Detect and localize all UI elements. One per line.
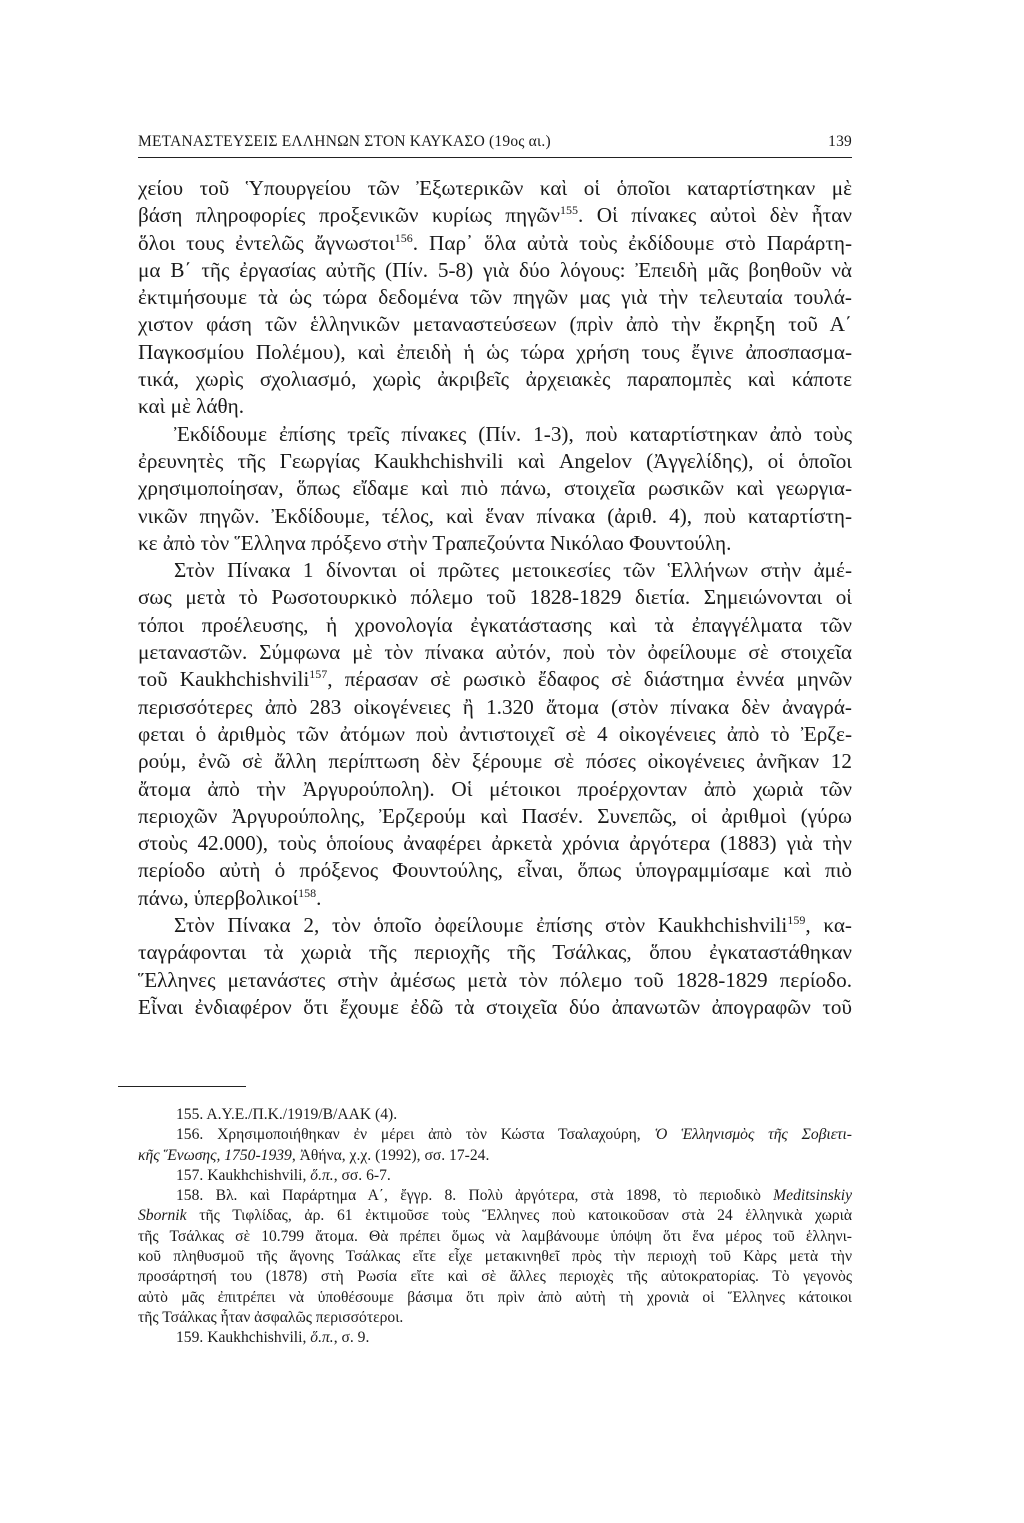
header-rule [138, 157, 852, 158]
text-line: ἄτομα ἀπὸ τὴν Ἀργυρούπολη). Οἱ μέτοικοι προέρχονταν ἀπὸ χωριὰ τῶν [138, 776, 852, 801]
text-line: μα Β΄ τῆς ἐργασίας αὐτῆς (Πίν. 5-8) γιὰ δύο λόγους: Ἐπειδὴ μᾶς βοηθοῦν νὰ [138, 257, 852, 282]
footnote-158-cont: τῆς Τσάλκας σὲ 10.799 ἄτομα. Θὰ πρέπει ὅμως νὰ λαμβάνουμε ὑπόψη ὅτι ἕνα μέρος τοῦ ἑλληνι- [138, 1227, 852, 1245]
text-line: χρησιμοποίησαν, ὅπως εἴδαμε καὶ πιὸ πάνω, στοιχεῖα ρωσικῶν καὶ γεωργια- [138, 476, 852, 501]
footnote-157: 157. Kaukhchishvili, ὅ.π., σσ. 6-7. [176, 1166, 391, 1184]
text-line: σως μετὰ τὸ Ρωσοτουρκικὸ πόλεμο τοῦ 1828-1829 διετία. Σημειώνονται οἱ [138, 585, 852, 610]
text-line: κε ἀπὸ τὸν Ἕλληνα πρόξενο στὴν Τραπεζούντα Νικόλαο Φουντούλη. [138, 530, 732, 555]
text-line: χιστον φάση τῶν ἑλληνικῶν μεταναστεύσεων (πρὶν ἀπὸ τὴν ἔκρηξη τοῦ Α΄ [138, 312, 852, 337]
text-line: Ἐκδίδουμε ἐπίσης τρεῖς πίνακες (Πίν. 1-3), ποὺ καταρτίστηκαν ἀπὸ τοὺς [174, 421, 852, 446]
text-line: νικῶν πηγῶν. Ἐκδίδουμε, τέλος, καὶ ἕναν πίνακα (ἀριθ. 4), ποὺ καταρτίστη- [138, 503, 852, 528]
footnotes [138, 1105, 852, 1349]
footnote-158: 158. Βλ. καὶ Παράρτημα Α΄, ἔγγρ. 8. Πολὺ ἀργότερα, στὰ 1898, τὸ περιοδικὸ Meditsinskiy [176, 1187, 852, 1205]
footnote-ref: 155 [559, 203, 578, 218]
main-text [138, 175, 852, 1021]
text-line: χείου τοῦ Ὑπουργείου τῶν Ἐξωτερικῶν καὶ οἱ ὁποῖοι καταρτίστηκαν μὲ [138, 176, 852, 200]
text-line: ὅλοι τους ἐντελῶς ἄγνωστοι$^{156}$. Παρ᾽ ὅλα αὐτὰ τοὺς ἐκδίδουμε στὸ Παράρτη- [138, 230, 852, 255]
text-line: ρούμ, ἐνῶ σὲ ἄλλη περίπτωση δὲν ξέρουμε σὲ πόσες οἰκογένειες ἀνῆκαν 12 [138, 749, 852, 774]
text-line: φεται ὁ ἀριθμὸς τῶν ἀτόμων ποὺ ἀντιστοιχεῖ σὲ 4 οἰκογένειες ἀπὸ τὸ Ἐρζε- [138, 721, 852, 746]
text-line: καὶ μὲ λάθη. [138, 394, 245, 419]
footnote-rule [118, 1086, 246, 1087]
footnote-159: 159. Kaukhchishvili, ὅ.π., σ. 9. [176, 1329, 370, 1347]
footnote-158-cont: προσάρτησή του (1878) στὴ Ρωσία εἴτε καὶ σὲ ἄλλες περιοχὲς τῆς αὐτοκρατορίας. Τὸ γεγονὸς [138, 1268, 852, 1286]
text-line: τοῦ Kaukhchishvili$^{157}$, πέρασαν σὲ ρωσικὸ ἔδαφος σὲ διάστημα ἐννέα μηνῶν [138, 667, 852, 692]
footnote-ref: 158 [298, 885, 317, 900]
text-line: Στὸν Πίνακα 1 δίνονται οἱ πρῶτες μετοικεσίες τῶν Ἑλλήνων στὴν ἀμέ- [174, 558, 852, 583]
text-line: τόποι προέλευσης, ἡ χρονολογία ἐγκατάστασης καὶ τὰ ἐπαγγέλματα τῶν [138, 612, 852, 637]
text-line: πάνω, ὑπερβολικοί$^{158}$. [138, 885, 322, 910]
footnote-155: 155. Α.Υ.Ε./Π.Κ./1919/Β/ΑΑΚ (4). [176, 1106, 398, 1123]
text-line: βάση πληροφορίες προξενικῶν κυρίως πηγῶν$^{155}$. Οἱ πίνακες αὐτοὶ δὲν ἦταν [138, 203, 852, 228]
footnote-ref: 156 [394, 230, 413, 245]
text-line: στοὺς 42.000), τοὺς ὁποίους ἀναφέρει ἀρκετὰ χρόνια ἀργότερα (1883) γιὰ τὴν [138, 831, 852, 856]
page-number: 139 [828, 133, 852, 150]
text-line: ἐρευνητὲς τῆς Γεωργίας Kaukhchishvili καὶ Angelov (Ἀγγελίδης), οἱ ὁποῖοι [138, 448, 852, 473]
text-line: Ἕλληνες μετανάστες στὴν ἀμέσως μετὰ τὸν πόλεμο τοῦ 1828-1829 περίοδο. [138, 967, 852, 992]
footnote-ref: 157 [309, 667, 328, 682]
footnote-158-cont: αὐτὸ μᾶς ἐπιτρέπει νὰ ὑποθέσουμε βάσιμα ὅτι πρὶν ἀπὸ αὐτὴ τὴ χρονιὰ οἱ Ἕλληνες κάτοικοι [138, 1288, 852, 1306]
text-line: Εἶναι ἐνδιαφέρον ὅτι ἔχουμε ἐδῶ τὰ στοιχεῖα δύο ἀπανωτῶν ἀπογραφῶν τοῦ [138, 994, 852, 1019]
footnote-158-cont: κοῦ πληθυσμοῦ τῆς ἄγονης Τσάλκας εἴτε εἶχε μετακινηθεῖ πρὸς τὴν περιοχὴ τοῦ Κὰρς μετὰ τὴν [138, 1248, 852, 1266]
text-line: Στὸν Πίνακα 2, τὸν ὁποῖο ὀφείλουμε ἐπίσης στὸν Kaukhchishvili$^{159}$, κα- [174, 913, 852, 938]
footnote-156: 156. Χρησιμοποιήθηκαν ἐν μέρει ἀπὸ τὸν Κώστα Τσαλαχούρη, Ὁ Ἑλληνισμὸς τῆς Σοβιετι- [176, 1126, 852, 1144]
text-line: περισσότερες ἀπὸ 283 οἰκογένειες ἢ 1.320 ἄτομα (στὸν πίνακα δὲν ἀναγρά- [138, 694, 852, 719]
footnote-158-cont: τῆς Τσάλκας ἦταν ἀσφαλῶς περισσότεροι. [138, 1308, 404, 1326]
footnote-156-cont: κῆς Ἕνωσης, 1750-1939, Ἀθήνα, χ.χ. (1992), σσ. 17-24. [138, 1146, 490, 1164]
running-head [138, 129, 852, 155]
text-line: περιοχῶν Ἀργυρούπολης, Ἐρζερούμ καὶ Πασέν. Συνεπῶς, οἱ ἀριθμοὶ (γύρω [138, 803, 852, 828]
footnote-ref: 159 [787, 913, 806, 928]
text-line: ἐκτιμήσουμε τὰ ὡς τώρα δεδομένα τῶν πηγῶν μας γιὰ τὴν τελευταία τουλά- [138, 285, 852, 310]
text-line: τικά, χωρὶς σχολιασμό, χωρὶς ἀκριβεῖς ἀρχειακὲς παραπομπὲς καὶ κάποτε [138, 367, 852, 392]
text-line: μεταναστῶν. Σύμφωνα μὲ τὸν πίνακα αὐτόν, ποὺ τὸν ὀφείλουμε σὲ στοιχεῖα [138, 640, 852, 665]
footnote-158-cont: Sbornik τῆς Τιφλίδας, ἀρ. 61 ἐκτιμοῦσε τοὺς Ἕλληνες ποὺ κατοικοῦσαν στὰ 24 ἑλληνικὰ χωριὰ [138, 1207, 852, 1225]
text-line: ταγράφονται τὰ χωριὰ τῆς περιοχῆς τῆς Τσάλκας, ὅπου ἐγκαταστάθηκαν [138, 940, 852, 965]
text-line: περίοδο αὐτὴ ὁ πρόξενος Φουντούλης, εἶναι, ὅπως ὑπογραμμίσαμε καὶ πιὸ [138, 858, 852, 883]
running-head-title: ΜΕΤΑΝΑΣΤΕΥΣΕΙΣ ΕΛΛΗΝΩΝ ΣΤΟΝ ΚΑΥΚΑΣΟ (19ος αι.) [138, 133, 551, 150]
text-line: Παγκοσμίου Πολέμου), καὶ ἐπειδὴ ἡ ὡς τώρα χρήση τους ἔγινε ἀποσπασμα- [138, 339, 852, 364]
